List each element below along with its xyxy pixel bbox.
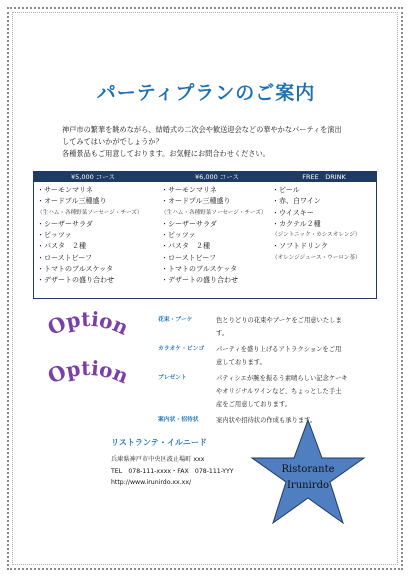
plan-item: ・赤、白ワイン: [272, 197, 321, 206]
option-line: やオリジナルワインなど、ちょっとした手土: [216, 388, 342, 395]
plan-item: ・ローストビーフ: [161, 253, 217, 262]
plan-item: ・パスタ ２種: [161, 242, 210, 251]
shop-phone: TEL 078-111-xxxx・FAX 078-111-YYY: [111, 468, 234, 475]
plan-item: ・シーザーサラダ: [37, 219, 93, 228]
option-row: [158, 314, 388, 340]
plan-item: ・サーモンマリネ: [37, 186, 93, 194]
intro-line: 神戸市の繁華を眺めながら、結婚式の二次会や歓送迎会などの華やかなパーティを演出: [62, 125, 342, 134]
plan-heading: FREE DRINK: [302, 173, 346, 181]
star-logo: [248, 416, 368, 528]
plan-column: [272, 172, 376, 264]
option-text: [216, 343, 388, 369]
plan-item: ・カクテル２種: [272, 219, 321, 228]
plan-item: ・オードブル三種盛り: [161, 197, 231, 206]
plan-items: [272, 185, 376, 264]
plan-item: ・ビール: [272, 186, 300, 194]
option-label: カラオケ・ビンゴ: [158, 346, 205, 352]
plan-item: ・ウイスキー: [272, 208, 314, 217]
option-row: [158, 343, 388, 369]
shop-address: 兵庫県神戸市中央区波止場町 xxx: [111, 456, 205, 463]
plan-table: [33, 171, 377, 299]
option-wordart: [38, 306, 138, 406]
plan-item: ・ピッツァ: [161, 231, 196, 240]
intro-line: 各種景品もご用意しております。お気軽にお問合わせください。: [62, 149, 270, 158]
plan-item: ・オードブル三種盛り: [37, 197, 107, 206]
option-line: 案内状や招待状の作成も承ります。: [216, 417, 317, 424]
plan-items: [37, 185, 149, 287]
plan-item: （ジントニック・カシスオレンジ）: [272, 232, 361, 239]
plan-item: ・デザートの盛り合わせ: [161, 276, 238, 285]
option-label: 案内状・招待状: [158, 417, 199, 423]
option-list: [158, 314, 388, 430]
option-line: 色とりどりの花束やブーケをご用意いたしま: [216, 317, 342, 324]
option-word: Option: [44, 306, 133, 340]
logo-line: Irunirdo: [286, 480, 330, 491]
plan-item: ・ピッツァ: [37, 231, 72, 240]
plan-item: （生ハム・各種野菜ソーセージ・チーズ）: [161, 209, 267, 216]
plan-item: ・ローストビーフ: [37, 253, 93, 262]
page-title: パーティプランのご案内: [96, 82, 316, 104]
option-word: Option: [44, 355, 132, 389]
option-row: [158, 372, 388, 411]
option-label: 花束・ブーケ: [158, 317, 193, 323]
option-line: す。: [216, 330, 229, 337]
plan-item: ・トマトのブルスケッタ: [37, 265, 114, 274]
plan-item: ・トマトのブルスケッタ: [161, 265, 238, 274]
option-line: 意しております。: [216, 359, 266, 366]
plan-column: [37, 172, 149, 287]
option-line: パティシエが腕を振るう素晴らしい記念ケーキ: [216, 375, 348, 382]
plan-item: ・ソフトドリンク: [272, 242, 328, 251]
option-text: [216, 372, 388, 411]
shop-name: リストランテ・イルニード: [111, 438, 207, 447]
plan-column: [161, 172, 273, 287]
plan-items: [161, 185, 273, 287]
plan-item: ・シーザーサラダ: [161, 219, 217, 228]
intro-line: してみてはいかがでしょうか？: [62, 137, 163, 146]
plan-item: ・デザートの盛り合わせ: [37, 276, 114, 285]
plan-item: （オレンジジュース・ウーロン茶）: [272, 254, 361, 261]
shop-url[interactable]: http://www.irunirdo.xx.xx/: [111, 479, 192, 486]
option-line: 産をご用意しております。: [216, 401, 292, 408]
plan-item: ・サーモンマリネ: [161, 186, 217, 194]
plan-heading: ¥6,000 コース: [195, 173, 239, 181]
option-line: パーティを盛り上げるアトラクションをご用: [216, 346, 342, 353]
plan-item: ・パスタ ２種: [37, 242, 86, 251]
plan-item: （生ハム・各種野菜ソーセージ・チーズ）: [37, 209, 143, 216]
option-text: [216, 314, 388, 340]
logo-line: Ristorante: [281, 464, 335, 475]
option-label: プレゼント: [158, 375, 187, 381]
plan-heading: ¥5,000 コース: [71, 173, 115, 181]
intro-text: [62, 124, 362, 160]
